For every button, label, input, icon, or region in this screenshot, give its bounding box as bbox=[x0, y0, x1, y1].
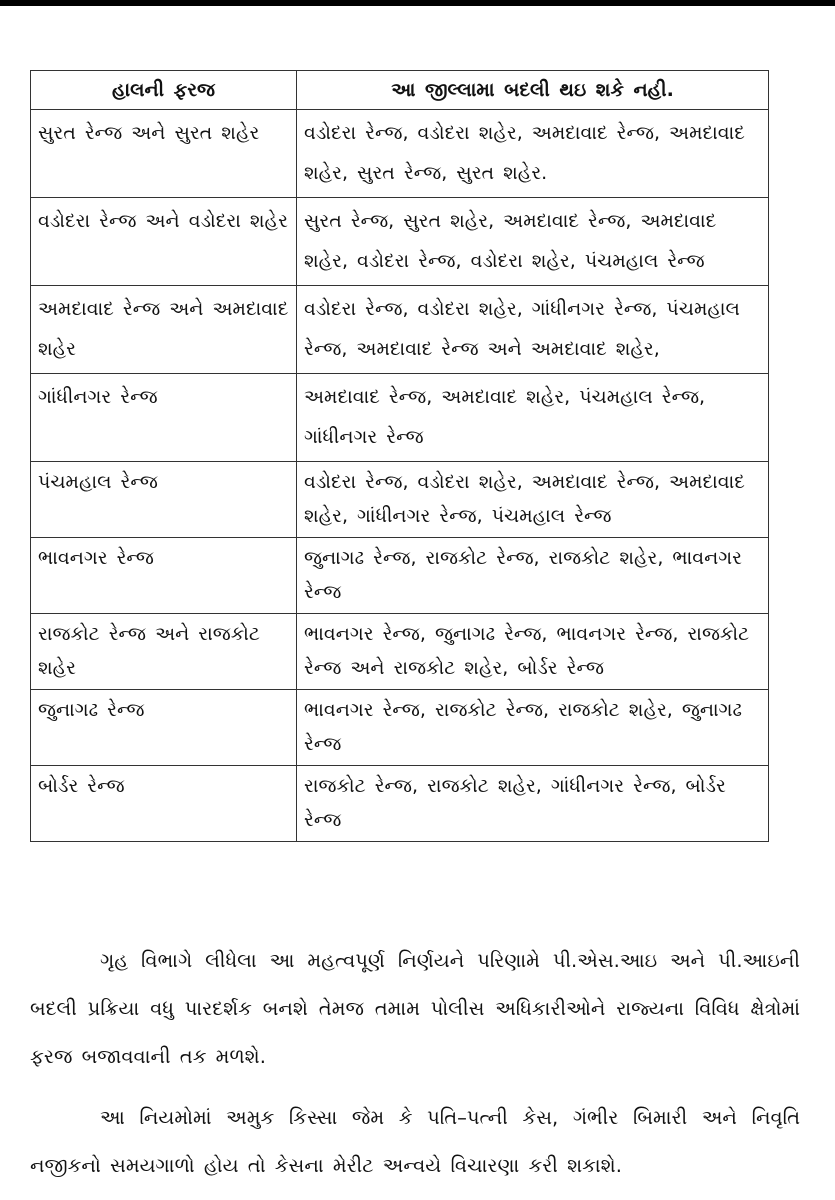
current-posting-cell: ગાંધીનગર રેન્જ bbox=[31, 374, 297, 462]
current-posting-cell: અમદાવાદ રેન્જ અને અમદાવાદ શહેર bbox=[31, 286, 297, 374]
current-posting-cell: સુરત રેન્જ અને સુરત શહેર bbox=[31, 110, 297, 198]
table-row bbox=[31, 690, 769, 766]
body-paragraph-transparency: ગૃહ વિભાગે લીધેલા આ મહત્વપૂર્ણ નિર્ણયને પરિણામે પી.એસ.આઇ અને પી.આઇની બદલી પ્રક્રિયા વધુ પારદર્શક બનશે તેમજ તમામ પોલીસ અધિકારીઓને રાજ્યના વિવિધ ક્ષેત્રોમાં ફરજ બજાવવાની તક મળશે. bbox=[30, 949, 800, 1068]
current-posting-cell: ભાવનગર રેન્જ bbox=[31, 538, 297, 614]
table-row bbox=[31, 286, 769, 374]
excluded-districts-cell: જુનાગઢ રેન્જ, રાજકોટ રેન્જ, રાજકોટ શહેર, ભાવનગર રેન્જ bbox=[297, 538, 769, 614]
transfer-restriction-table bbox=[30, 70, 769, 842]
table-row bbox=[31, 374, 769, 462]
table-row bbox=[31, 198, 769, 286]
current-posting-cell: બોર્ડર રેન્જ bbox=[31, 766, 297, 842]
body-paragraph-exceptions: આ નિયમોમાં અમુક કિસ્સા જેમ કે પતિ–પત્ની કેસ, ગંભીર બિમારી અને નિવૃતિ નજીકનો સમયગાળો હોય તો કેસના મેરીટ અન્વયે વિચારણા કરી શકાશે. bbox=[30, 1106, 800, 1177]
current-posting-cell: વડોદરા રેન્જ અને વડોદરા શહેર bbox=[31, 198, 297, 286]
table-row bbox=[31, 538, 769, 614]
excluded-districts-cell: અમદાવાદ રેન્જ, અમદાવાદ શહેર, પંચમહાલ રેન્જ, ગાંધીનગર રેન્જ bbox=[297, 374, 769, 462]
excluded-districts-cell: સુરત રેન્જ, સુરત શહેર, અમદાવાદ રેન્જ, અમદાવાદ શહેર, વડોદરા રેન્જ, વડોદરા શહેર, પંચમહાલ રેન્જ bbox=[297, 198, 769, 286]
table-row bbox=[31, 614, 769, 690]
current-posting-cell: રાજકોટ રેન્જ અને રાજકોટ શહેર bbox=[31, 614, 297, 690]
current-posting-cell: પંચમહાલ રેન્જ bbox=[31, 462, 297, 538]
table-row bbox=[31, 110, 769, 198]
excluded-districts-cell: વડોદરા રેન્જ, વડોદરા શહેર, અમદાવાદ રેન્જ, અમદાવાદ શહેર, સુરત રેન્જ, સુરત શહેર. bbox=[297, 110, 769, 198]
header-current-posting: હાલની ફરજ bbox=[31, 71, 297, 110]
table-row bbox=[31, 462, 769, 538]
excluded-districts-cell: રાજકોટ રેન્જ, રાજકોટ શહેર, ગાંધીનગર રેન્જ, બોર્ડર રેન્જ bbox=[297, 766, 769, 842]
excluded-districts-cell: વડોદરા રેન્જ, વડોદરા શહેર, અમદાવાદ રેન્જ, અમદાવાદ શહેર, ગાંધીનગર રેન્જ, પંચમહાલ રેન્જ bbox=[297, 462, 769, 538]
top-border-bar bbox=[0, 0, 835, 6]
table-row bbox=[31, 766, 769, 842]
excluded-districts-cell: વડોદરા રેન્જ, વડોદરા શહેર, ગાંધીનગર રેન્જ, પંચમહાલ રેન્જ, અમદાવાદ રેન્જ અને અમદાવાદ શહેર, bbox=[297, 286, 769, 374]
header-not-transferable: આ જીલ્લામા બદલી થઇ શકે નહી. bbox=[297, 71, 769, 110]
excluded-districts-cell: ભાવનગર રેન્જ, રાજકોટ રેન્જ, રાજકોટ શહેર, જુનાગઢ રેન્જ bbox=[297, 690, 769, 766]
table-header-row bbox=[31, 71, 769, 110]
excluded-districts-cell: ભાવનગર રેન્જ, જુનાગઢ રેન્જ, ભાવનગર રેન્જ, રાજકોટ રેન્જ અને રાજકોટ શહેર, બોર્ડર રેન્જ bbox=[297, 614, 769, 690]
current-posting-cell: જુનાગઢ રેન્જ bbox=[31, 690, 297, 766]
